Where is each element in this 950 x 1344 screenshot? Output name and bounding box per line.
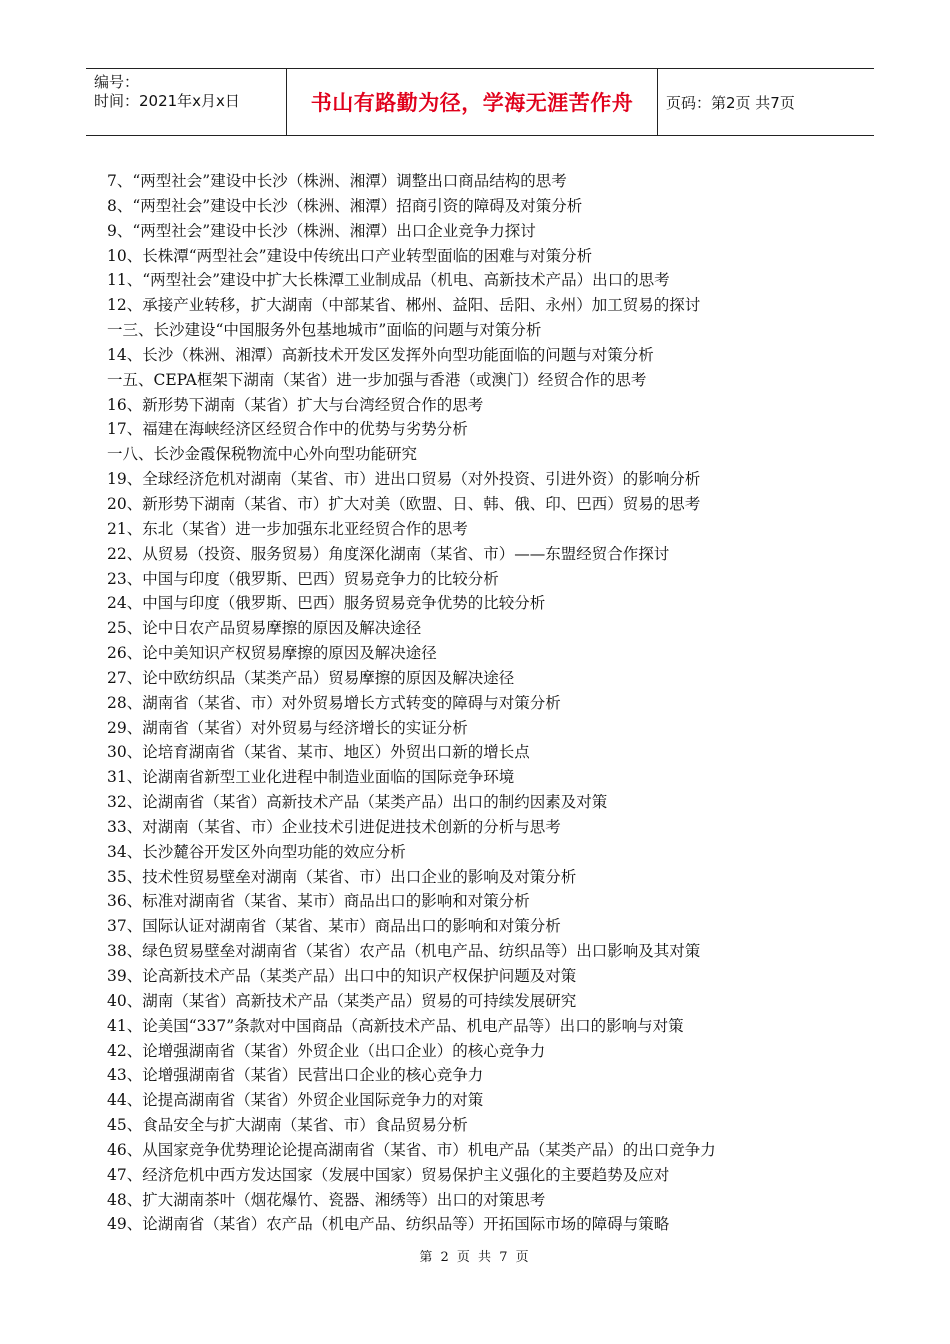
list-item: 一三、长沙建设“中国服务外包基地城市”面临的问题与对策分析 [107, 321, 542, 340]
list-item: 46、从国家竞争优势理论论提高湖南省（某省、市）机电产品（某类产品）的出口竞争力 [107, 1140, 716, 1159]
date-label: 时间：2021年x月x日 [94, 92, 240, 110]
list-item: 42、论增强湖南省（某省）外贸企业（出口企业）的核心竞争力 [107, 1041, 546, 1060]
page-footer: 第 2 页 共 7 页 [419, 1250, 531, 1265]
list-item: 37、国际认证对湖南省（某省、某市）商品出口的影响和对策分析 [107, 917, 561, 936]
serial-label: 编号： [94, 73, 140, 91]
list-item: 40、湖南（某省）高新技术产品（某类产品）贸易的可持续发展研究 [107, 991, 577, 1010]
list-item: 10、长株潭“两型社会”建设中传统出口产业转型面临的困难与对策分析 [107, 246, 593, 265]
list-item: 22、从贸易（投资、服务贸易）角度深化湖南（某省、市）——东盟经贸合作探讨 [107, 544, 670, 563]
list-item: 29、湖南省（某省）对外贸易与经济增长的实证分析 [107, 718, 468, 737]
list-item: 47、经济危机中西方发达国家（发展中国家）贸易保护主义强化的主要趋势及应对 [107, 1165, 670, 1184]
list-item: 24、中国与印度（俄罗斯、巴西）服务贸易竞争优势的比较分析 [107, 594, 546, 613]
list-item: 49、论湖南省（某省）农产品（机电产品、纺织品等）开拓国际市场的障碍与策略 [107, 1215, 670, 1234]
list-item: 一八、长沙金霞保税物流中心外向型功能研究 [107, 445, 418, 464]
list-item: 25、论中日农产品贸易摩擦的原因及解决途径 [107, 619, 422, 638]
list-item: 48、扩大湖南茶叶（烟花爆竹、瓷器、湘绣等）出口的对策思考 [107, 1190, 546, 1209]
list-item: 12、承接产业转移，扩大湖南（中部某省、郴州、益阳、岳阳、永州）加工贸易的探讨 [107, 296, 701, 315]
list-item: 32、论湖南省（某省）高新技术产品（某类产品）出口的制约因素及对策 [107, 793, 608, 812]
list-item: 14、长沙（株洲、湘潭）高新技术开发区发挥外向型功能面临的问题与对策分析 [107, 345, 654, 364]
header-meta [86, 69, 286, 135]
list-item: 23、中国与印度（俄罗斯、巴西）贸易竞争力的比较分析 [107, 569, 499, 588]
header-page-number: 页码：第2页 共7页 [666, 93, 795, 112]
list-item: 11、“两型社会”建设中扩大长株潭工业制成品（机电、高新技术产品）出口的思考 [107, 271, 670, 290]
list-item: 31、论湖南省新型工业化进程中制造业面临的国际竞争环境 [107, 768, 515, 787]
list-item: 33、对湖南（某省、市）企业技术引进促进技术创新的分析与思考 [107, 817, 561, 836]
list-item: 16、新形势下湖南（某省）扩大与台湾经贸合作的思考 [107, 395, 484, 414]
list-item: 7、“两型社会”建设中长沙（株洲、湘潭）调整出口商品结构的思考 [107, 172, 567, 190]
list-item: 44、论提高湖南省（某省）外贸企业国际竞争力的对策 [107, 1091, 484, 1110]
list-item: 41、论美国“337”条款对中国商品（高新技术产品、机电产品等）出口的影响与对策 [107, 1016, 684, 1035]
list-item: 34、长沙麓谷开发区外向型功能的效应分析 [107, 842, 406, 861]
list-item: 17、福建在海峡经济区经贸合作中的优势与劣势分析 [107, 420, 468, 439]
topic-list [107, 169, 867, 1237]
list-item: 20、新形势下湖南（某省、市）扩大对美（欧盟、日、韩、俄、印、巴西）贸易的思考 [107, 494, 701, 513]
list-item: 35、技术性贸易壁垒对湖南（某省、市）出口企业的影响及对策分析 [107, 867, 577, 886]
header-motto: 书山有路勤为径，学海无涯苦作舟 [286, 69, 658, 135]
list-item: 39、论高新技术产品（某类产品）出口中的知识产权保护问题及对策 [107, 967, 577, 985]
list-item: 一五、CEPA框架下湖南（某省）进一步加强与香港（或澳门）经贸合作的思考 [107, 370, 647, 389]
list-item: 28、湖南省（某省、市）对外贸易增长方式转变的障碍与对策分析 [107, 693, 561, 712]
list-item: 36、标准对湖南省（某省、某市）商品出口的影响和对策分析 [107, 892, 530, 911]
list-item: 19、全球经济危机对湖南（某省、市）进出口贸易（对外投资、引进外资）的影响分析 [107, 470, 701, 489]
list-item: 27、论中欧纺织品（某类产品）贸易摩擦的原因及解决途径 [107, 668, 515, 687]
list-item: 43、论增强湖南省（某省）民营出口企业的核心竞争力 [107, 1066, 484, 1085]
list-item: 30、论培育湖南省（某省、某市、地区）外贸出口新的增长点 [107, 743, 530, 762]
list-item: 45、食品安全与扩大湖南（某省、市）食品贸易分析 [107, 1116, 468, 1135]
list-item: 9、“两型社会”建设中长沙（株洲、湘潭）出口企业竞争力探讨 [107, 221, 536, 240]
list-item: 8、“两型社会”建设中长沙（株洲、湘潭）招商引资的障碍及对策分析 [107, 196, 583, 215]
list-item: 21、东北（某省）进一步加强东北亚经贸合作的思考 [107, 519, 468, 538]
list-item: 38、绿色贸易壁垒对湖南省（某省）农产品（机电产品、纺织品等）出口影响及其对策 [107, 942, 701, 961]
page-header [86, 68, 874, 136]
list-item: 26、论中美知识产权贸易摩擦的原因及解决途径 [107, 644, 437, 663]
